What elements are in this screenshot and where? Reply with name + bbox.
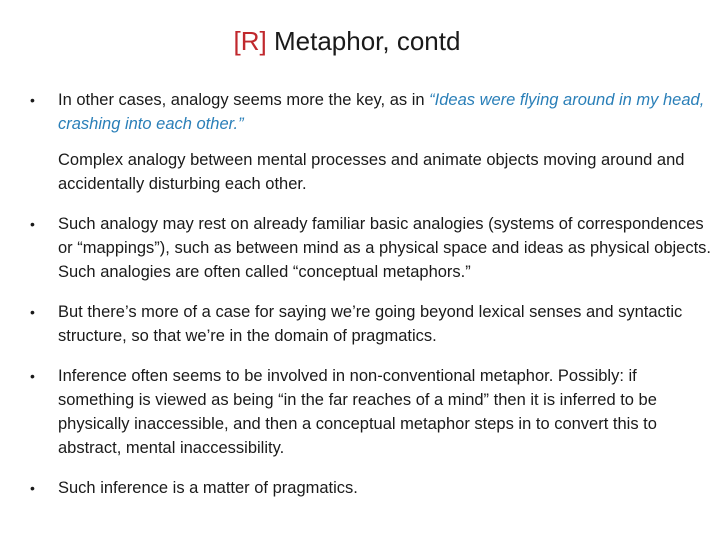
bullet-quote: “Ideas were flying around in my head, crashing into each other.” [58,91,705,133]
slide-title [0,24,694,58]
bullet-text: Such analogy may rest on already familiar basic analogies (systems of correspondences or “mappings”), such as between mind as a physical space and ideas as physical objects. Such analogies are often called “conceptual metaphors.” [58,215,712,281]
bullet-text: Such inference is a matter of pragmatics. [58,479,358,497]
bullet-dot: • [30,480,35,496]
bullet-item [28,300,712,348]
title-tag: [R] [233,26,267,56]
bullet-dot: • [30,92,35,108]
bullet-text: In other cases, analogy seems more the key, as in [58,91,430,109]
bullet-text: But there’s more of a case for saying we’re going beyond lexical senses and syntactic structure, so that we’re in the domain of pragmatics. [58,303,683,345]
bullet-dot: • [30,304,35,320]
bullet-item [28,212,712,284]
bullet-dot: • [30,368,35,384]
bullet-item [28,364,712,460]
bullet-text: Inference often seems to be involved in non-conventional metaphor. Possibly: if something is viewed as being “in the far reaches of a mind” then it is inferred to be physically inaccessible, and then a conceptual metaphor steps in to convert this to abstract, mental inaccessibility. [58,367,657,457]
bullet-subtext: Complex analogy between mental processes and animate objects moving around and accidentally disturbing each other. [58,151,685,193]
bullet-dot: • [30,216,35,232]
bullet-item [28,476,712,500]
slide-body [28,88,712,500]
title-text: Metaphor, contd [266,26,461,56]
bullet-item [28,88,712,136]
